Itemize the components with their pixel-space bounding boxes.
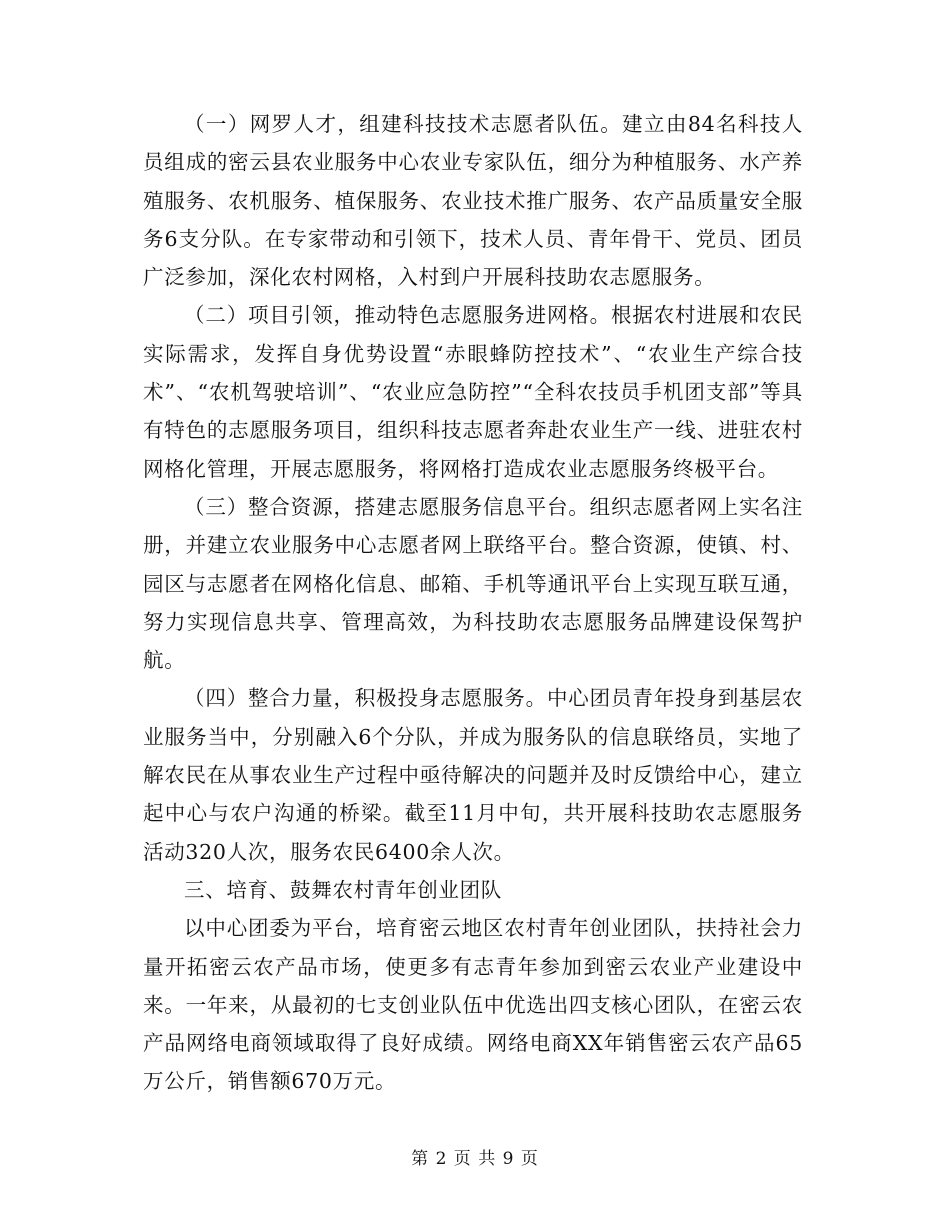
paragraph-talent-team: （一）网罗人才，组建科技技术志愿者队伍。建立由84名科技人员组成的密云县农业服务中心农业专家队伍，细分为种植服务、水产养殖服务、农机服务、植保服务、农业技术推广服务、农产品质量安全服务6支分队。在专家带动和引领下，技术人员、青年骨干、党员、团员广泛参加，深化农村网格，入村到户开展科技助农志愿服务。	[143, 112, 803, 290]
paragraph-volunteer-service: （四）整合力量，积极投身志愿服务。中心团员青年投身到基层农业服务当中，分别融入6个分队，并成为服务队的信息联络员，实地了解农民在从事农业生产过程中亟待解决的问题并及时反馈给中心，建立起中心与农户沟通的桥梁。截至11月中旬，共开展科技助农志愿服务活动320人次，服务农民6400余人次。	[143, 686, 803, 864]
paragraph-youth-teams: 以中心团委为平台，培育密云地区农村青年创业团队，扶持社会力量开拓密云农产品市场，使更多有志青年参加到密云农业产业建设中来。一年来，从最初的七支创业队伍中优选出四支核心团队，在密云农产品网络电商领域取得了良好成绩。网络电商XX年销售密云农产品65万公斤，销售额670万元。	[143, 916, 803, 1094]
page-number-footer: 第 2 页 共 9 页	[411, 1149, 539, 1169]
section-heading-youth-teams: 三、培育、鼓舞农村青年创业团队	[184, 877, 502, 902]
paragraph-project-lead: （二）项目引领，推动特色志愿服务进网格。根据农村进展和农民实际需求，发挥自身优势设置“赤眼蜂防控技术”、“农业生产综合技术”、“农机驾驶培训”、“农业应急防控”“全科农技员手机团支部”等具有特色的志愿服务项目，组织科技志愿者奔赴农业生产一线、进驻农村网格化管理，开展志愿服务，将网格打造成农业志愿服务终极平台。	[143, 303, 803, 481]
document-body	[143, 105, 803, 1101]
paragraph-info-platform: （三）整合资源，搭建志愿服务信息平台。组织志愿者网上实名注册，并建立农业服务中心志愿者网上联络平台。整合资源，使镇、村、园区与志愿者在网格化信息、邮箱、手机等通讯平台上实现互联互通，努力实现信息共享、管理高效，为科技助农志愿服务品牌建设保驾护航。	[143, 494, 803, 673]
